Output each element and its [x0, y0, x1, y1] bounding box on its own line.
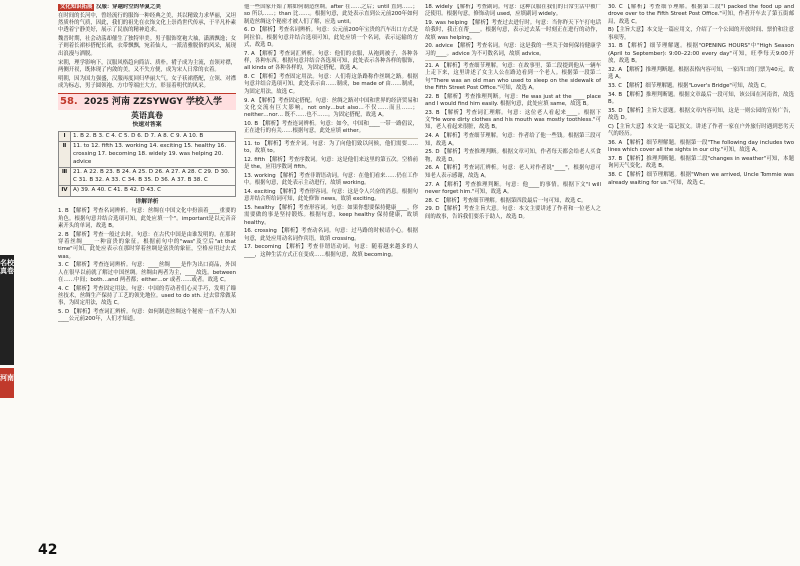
section-divider	[244, 138, 418, 139]
explanation-item: 3. C 【解析】考查连词辨析。句意：____丝绸____是作为出口商品，外国人在很早以前就了解过中国丝绸。丝绸由两者为主，____故选。between 在……中间；both…and 两者都；either…or 或者……或者。故选 C。	[58, 262, 236, 283]
exam-banner	[58, 93, 236, 110]
section-divider	[425, 60, 601, 61]
answer-cell: 21. A 22. B 23. B 24. A 25. D 26. A 27. A 28. C 29. D 30. C 31. B 32. A 33. C 34. B 35. D 36. A 37. B 38. C	[71, 168, 236, 186]
explanation-item: 12. fifth 【解析】考查序数词。句意：这是他们来这里的第五次。空格前是 the，应用序数词 fifth。	[244, 156, 418, 170]
answer-key-header: 快速对答案	[132, 121, 162, 128]
answer-cell: A) 39. A 40. C 41. B 42. D 43. C	[71, 186, 236, 197]
table-row	[59, 131, 236, 142]
explanation-item: 8. C 【解析】考查固定用法。句意：人们将这条路称作丝绸之路。根据句意并结合选项可知，此处表示由……制成，be made of 由……制成，为固定用法，故选 C。	[244, 74, 418, 95]
column-4	[608, 4, 794, 188]
exam-title: 2025 河南 ZZSYWGY 学校入学	[83, 97, 222, 108]
explanation-item: 26. A 【解析】考查词汇辨析。句意：老人对作者说"____"，根据句意可知老人表示感谢，故选 A。	[425, 165, 601, 179]
section-label: Ⅳ	[59, 186, 71, 197]
explanation-item: 13. working 【解析】考查非谓语动词。句意：在他们看来……仍在工作中。根据句意，此处表示主动进行，故填 working。	[244, 172, 418, 187]
explanation-item: 33. C 【解析】细节理解题。根据"Lover's Bridge"可知，故选 C。	[608, 82, 770, 89]
answer-cell: 11. to 12. fifth 13. working 14. exciting 15. healthy 16. crossing 17. becoming 18. widely 19. was helping 20. advice	[71, 142, 236, 168]
explanation-item: 31. B 【解析】细节理解题。根据"OPENING HOURS"中"High Season (April to September): 9:00–22:00 every day"可知，旺季每天9:00开放，故选 B。	[608, 43, 794, 65]
column-1	[58, 4, 236, 325]
explanation-item: 24. A 【解析】考查细节理解。句意：作者给了他一些钱。根据第三段可知，故选 A。	[425, 133, 601, 147]
table-row	[59, 142, 236, 168]
culture-paragraph: 宋朝，理学影响下，汉服风格趋向简洁、质朴。褙子成为主流，直领对襟，两侧开衩，既体现了内敛的美，又不失方便，成为宋人日常的衣着。	[58, 59, 236, 73]
explanation-item: 28. C 【解析】考查细节理解。根据第四段最后一句可知，故选 C。	[425, 197, 587, 204]
explanation-item: 17. becoming 【解析】考查非谓语动词。句意：随着越来越多的人____，这种生活方式正在变成……根据句意，故填 becoming。	[244, 244, 418, 258]
column-3	[425, 4, 601, 223]
side-tab-label: 名校真卷	[0, 255, 14, 365]
explanation-item: 34. B 【解析】推理判断题。根据文章最后一段可知，该公园在河南省，故选 B。	[608, 91, 794, 106]
explanation-item: 10. B 【解析】考查连词辨析。句意：如今，中国和____一带一路倡议，正在进行的有关……根据句意，此处应填 either。	[244, 120, 418, 135]
explanation-item: 32. A 【解析】推理判断题。根据表格内容可知，一家四口的门票为40元，故选 A。	[608, 66, 794, 81]
explanation-item: 7. A 【解析】考查词汇辨析。句意：他们的衣服，从袍到被子，各种各样，各种东西。根据句意并结合各选项可知，此处表示各种各样的服饰，all kinds of 各种各样的，为固定搭配，故选 A。	[244, 50, 418, 72]
explanation-item: 29. D 【解析】考查主旨大意。句意：本文主要讲述了作者和一位老人之间的故事，告诉我们要乐于助人，故选 D。	[425, 206, 601, 220]
explanation-item: 14. exciting 【解析】考查形容词。句意：这是令人兴奋的消息。根据句意并结合所给词可知，此处修饰 news，故填 exciting。	[244, 188, 418, 203]
explanation-item: 2. B 【解析】考查一般过去时。句意：在古代中国是由谁发明的。在那时穿着丝绸____一种富贵的象征。根据前句中的"was"及空后"at that time"可知，此处应表示在那时穿着丝绸是富贵的象征，空格应用过去式 was。	[58, 231, 236, 260]
explanation-item: 4. C 【解析】考查固定用法。句意：中国的劳动者们心灵手巧，发明了缫丝技术，丝绸生产保持了工艺的领先地位。used to do sth. 过去常常做某事，为固定用法，故选 C。	[58, 285, 236, 307]
explanation-item: C)【主旨大意】本文是一篇记叙文。讲述了作者一家在户外旅行时遇到恶劣天气的经历。	[608, 123, 794, 138]
explanation-item: 19. was helping 【解析】考查过去进行时。句意：当你昨天下午打电话给我时，我正在帮____。根据句意，表示过去某一时刻正在进行的动作，故填 was helping。	[425, 20, 601, 41]
explanation-item: 38. C 【解析】细节理解题。根据"When we arrived, Uncle Tommie was already waiting for us."可知，故选 C。	[608, 172, 794, 186]
explanation-item: 1. B 【解析】考查名词辨析。句意：丝绸在中国文化中扮演着____重要的角色。根据句意并结合选项可知，此处应填一个"。important是以元音音素开头的单词，故选 B。	[58, 208, 236, 229]
side-tab-region: 河南	[0, 368, 14, 398]
section-label: Ⅰ	[59, 131, 71, 142]
explanation-item: B)【主旨大意】本文是一篇应用文，介绍了一个公园的开放时间、票价和注意事项等。	[608, 27, 794, 41]
section-label: Ⅱ	[59, 142, 71, 168]
answer-cell: 1. B 2. B 3. C 4. C 5. D 6. D 7. A 8. C 9. A 10. B	[71, 131, 236, 142]
answer-table	[58, 131, 236, 197]
explanation-item: 22. B 【解析】考查推理判断。句意：He was just at the ____ place and I would find him easily. 根据句意，此处应填 same，故选 B。	[425, 93, 601, 108]
exam-subtitle: 英语真卷	[131, 111, 163, 121]
explanation-item: 18. widely 【解析】考查副词。句意：这种汉服在我们的日常生活中被广泛使用。根据句意，修饰动词 used，应填副词 widely。	[425, 4, 601, 18]
explanation-item: 36. A 【解析】细节理解题。根据第一段"The following day includes two lines which cover all the sights in our city."可知，故选 A。	[608, 140, 794, 154]
explanation-item: 11. to 【解析】考查介词。句意：为了向他们致以问候，他们需要……to，故填 to。	[244, 140, 418, 154]
culture-heading-title: 汉服：穿越时空的华夏之美	[96, 4, 161, 10]
explanation-item: 16. crossing 【解析】考查动名词。句意：过马路的时候请小心。根据句意，此处应用动名词作宾语，故填 crossing。	[244, 228, 418, 242]
explanation-item: 他一些国家开始了解如何制造丝绸。after 在……之后；until 直到……；so 所以……；than 比……。根据句意，此处表示直到公元前200年如何制造丝绸这个秘密才被人们了解，应选 until。	[244, 4, 418, 25]
explanation-item: 6. D 【解析】考查名词辨析。句意：公元前200年宝贵的汽车出口方式是阿拉伯。根据句意并结合选项可知，此处应填一个名词，表示运输的方式，故选 D。	[244, 27, 418, 48]
culture-paragraph: 明朝，因为国力强盛，汉服再度回归华丽大气。女子袄裙搭配，立领、对襟成为标志，男子圆领袍、方巾等端庄大方，彰显着明代的风采。	[58, 75, 236, 89]
explanation-item: 5. D 【解析】考查词汇辨析。句意：如何制造丝绸这个秘密一直不为人知____公元前200年，人们才知道。	[58, 309, 236, 323]
table-row	[59, 168, 236, 186]
page-number: 42	[38, 542, 58, 558]
explanation-item: 37. B 【解析】推理判断题。根据第二段"changes in weather"可知，本题询问天气变化，故选 B。	[608, 156, 794, 170]
column-2	[244, 4, 418, 261]
explanation-item: 27. A 【解析】考查推理判断。句意：他____的事情。根据下文"I will never forget him."可知，故选 A。	[425, 181, 601, 195]
culture-paragraph: 魏晋时期，社会动荡却催生了独特审美。男子服饰宽袍大袖，潇洒飘逸；女子则着长裙衫搭配长裙，衣带飘飘，宛若仙人，一派清雅脱俗的风采，展现出浪漫与洒脱。	[58, 36, 236, 57]
culture-paragraph: 在时间的长河中，曾经流行的服饰一种经典之美，其以精致力求华丽，又坦然质朴的气质，因此，我们的祖先在衣饰文化上崇尚世代传承，于平凡朴素中透着宁静美好，展示了民族的精神追求。	[58, 12, 236, 34]
explanation-item: 9. A 【解析】考查固定搭配。句意：丝绸之路对中国和世界的经济贸易和文化交流有巨大影响。not only…but also…不仅……而且……；neither…nor… 既不……也不……。为固定搭配，故选 A。	[244, 97, 418, 119]
table-row	[59, 186, 236, 197]
exam-number: 58.	[60, 96, 78, 108]
explanation-item: 25. D 【解析】考查推理判断。根据文章可知，作者每天都会给老人买食物，故选 D。	[425, 149, 601, 163]
explanation-item: 35. D 【解析】主旨大意题。根据文章内容可知，这是一则公园的宣传广告，故选 D。	[608, 107, 794, 122]
culture-heading-tag: 文化知识拓展	[60, 4, 93, 10]
explanation-item: 20. advice 【解析】考查名词。句意：这是我的一些关于如何保持健康学习的____。advice 为不可数名词，故填 advice。	[425, 43, 601, 57]
explanation-item: 21. A 【解析】考查细节理解。句意：在故事里，第二段提到他从一辆车上走下来，这里讲述了女主人公在路边看到一个老人。根据第一段第二句"There was an old man who used to sleep on the sidewalk of the Fifth Street Post Office."可知，故选 A。	[425, 63, 601, 91]
explanation-item: 23. B 【解析】考查词汇理解。句意：这位老人看起来____。根据下文"He wore dirty clothes and his mouth was mostly toothless."可知，老人看起来很脏，故选 B。	[425, 109, 601, 131]
explanation-header: 详解详析	[135, 199, 159, 206]
explanation-item: 30. C 【解析】考查细节理解。根据第二段"I packed the food up and drove over to the Fifth Street Post Office."可知，作者开车去了第五街邮局，故选 C。	[608, 4, 794, 25]
section-label: Ⅲ	[59, 168, 71, 186]
explanation-item: 15. healthy 【解析】考查形容词。句意：如果你想要保持健康____，你需要做的事是坚持锻炼。根据句意，keep healthy 保持健康，故填 healthy。	[244, 204, 418, 226]
